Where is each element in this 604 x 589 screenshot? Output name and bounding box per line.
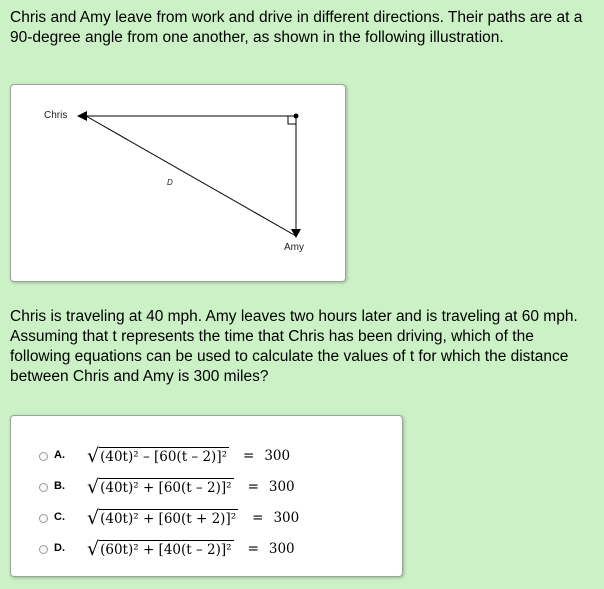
- choice-b-equals: =: [247, 479, 259, 495]
- distance-line: [86, 116, 296, 236]
- choice-c-radio[interactable]: [39, 514, 48, 523]
- square-root-icon: √: [87, 507, 100, 529]
- choice-a-radio[interactable]: [39, 452, 48, 461]
- choice-c-equation: [87, 509, 299, 531]
- choice-d-rhs: 300: [268, 541, 295, 557]
- chris-arrowhead-icon: [77, 111, 87, 121]
- choice-b-equation: [87, 478, 295, 500]
- choice-a-letter: A.: [54, 449, 65, 461]
- choice-d-radicand: (60t)² + [40(t – 2)]²: [100, 542, 232, 558]
- choice-a-equation: [87, 447, 290, 469]
- choice-d-equals: =: [247, 541, 259, 557]
- square-root-icon: √: [87, 538, 100, 560]
- square-root-icon: √: [87, 445, 100, 467]
- choice-c-radicand: (40t)² + [60(t + 2)]²: [100, 511, 237, 527]
- choice-d-letter: D.: [54, 542, 65, 554]
- choice-b-letter: B.: [54, 480, 65, 492]
- choice-d-equation: [87, 540, 295, 562]
- choice-c[interactable]: [11, 506, 402, 532]
- choice-d[interactable]: [11, 537, 402, 563]
- choice-a-radicand: (40t)² – [60(t – 2)]²: [100, 449, 227, 465]
- intro-text: Chris and Amy leave from work and drive in different directions. Their paths are at a 90-degree angle from one another, as shown in the following illustration.: [10, 9, 583, 46]
- square-root-icon: √: [87, 476, 100, 498]
- answer-choices-box: [10, 415, 403, 577]
- distance-label: D: [167, 178, 173, 187]
- choice-c-rhs: 300: [273, 510, 300, 526]
- choice-a[interactable]: [11, 444, 402, 470]
- choice-c-letter: C.: [54, 511, 65, 523]
- choice-b-rhs: 300: [268, 479, 295, 495]
- illustration-box: [10, 84, 346, 282]
- amy-label: Amy: [284, 242, 304, 253]
- choice-b[interactable]: [11, 475, 402, 501]
- choice-a-equals: =: [243, 448, 255, 464]
- question-text: Chris is traveling at 40 mph. Amy leaves two hours later and is traveling at 60 mph. Assuming that t represents the time that Chris has been driving, which of the following equations can be used to calculate the values of t for which the distance between Chris and Amy is 300 miles?: [10, 308, 578, 385]
- chris-label: Chris: [44, 110, 68, 121]
- origin-point: [294, 114, 299, 119]
- choice-b-radio[interactable]: [39, 483, 48, 492]
- choice-a-rhs: 300: [264, 448, 291, 464]
- choice-d-radio[interactable]: [39, 545, 48, 554]
- choice-b-radicand: (40t)² + [60(t – 2)]²: [100, 480, 232, 496]
- choice-c-equals: =: [252, 510, 264, 526]
